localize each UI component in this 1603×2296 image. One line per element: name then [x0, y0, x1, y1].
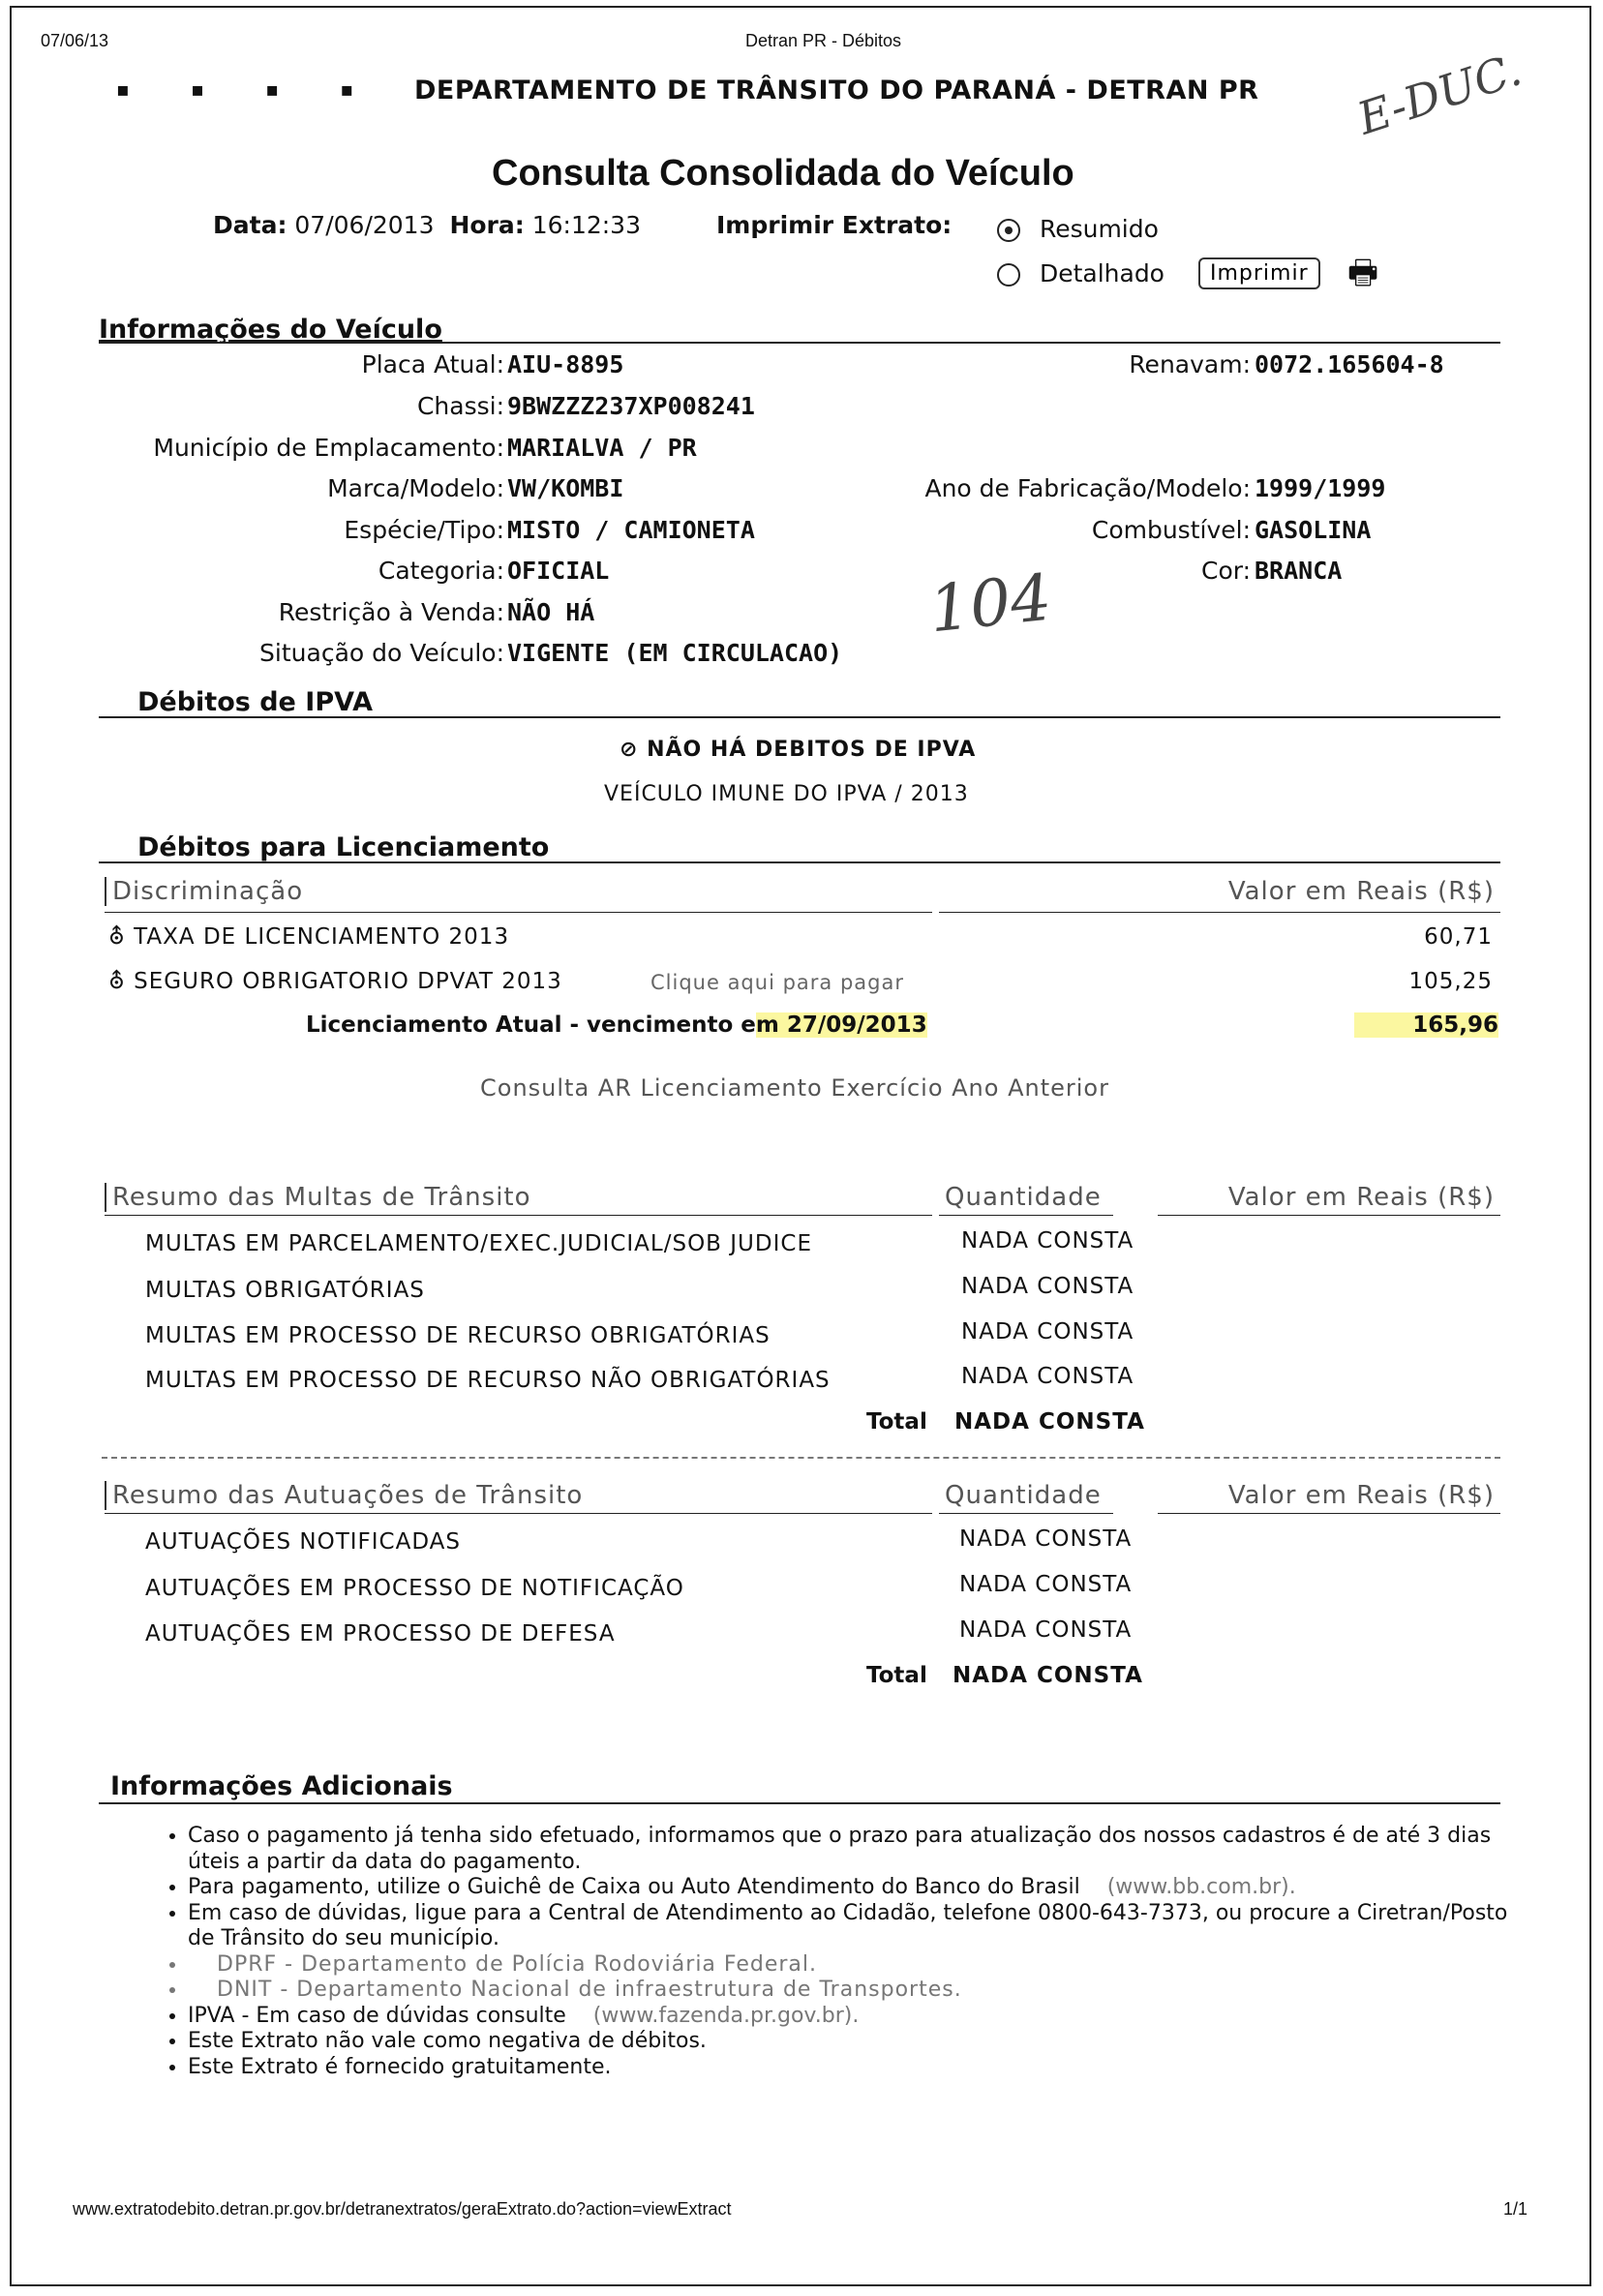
imprimir-extrato-label: Imprimir Extrato: — [716, 211, 953, 239]
divider — [99, 861, 1500, 863]
total-label-a: Licenciamento Atual - vencimento e — [306, 1012, 756, 1038]
especie-label: Espécie/Tipo: — [344, 516, 504, 544]
page-title: Consulta Consolidada do Veículo — [492, 153, 1074, 194]
situacao-value: VIGENTE (EM CIRCULACAO) — [507, 639, 843, 667]
list-item: • Em caso de dúvidas, ligue para a Central de Atendimento ao Cidadão, telefone 0800-643-7373, ou procure a Ciretran/Posto de Trânsito do seu município. — [188, 1901, 1514, 1952]
divider — [105, 1513, 932, 1514]
situacao-label: Situação do Veículo: — [259, 639, 504, 667]
divider — [105, 912, 932, 913]
marca-value: VW/KOMBI — [507, 474, 624, 502]
restricao-label: Restrição à Venda: — [278, 598, 504, 626]
placa-label: Placa Atual: — [361, 350, 504, 378]
row-qtd: NADA CONSTA — [959, 1617, 1133, 1643]
radio-resumido-circle[interactable] — [997, 219, 1020, 242]
printer-icon[interactable]: 🖶 — [1347, 254, 1379, 292]
licenciamento-total-label — [306, 1012, 927, 1038]
section-title-adicionais: Informações Adicionais — [110, 1771, 453, 1801]
imprimir-button[interactable]: Imprimir — [1198, 257, 1320, 289]
table-row — [108, 924, 509, 950]
row-label: SEGURO OBRIGATORIO DPVAT 2013 — [134, 969, 562, 994]
print-page-title: Detran PR - Débitos — [745, 31, 902, 50]
autuacoes-col-qtd: Quantidade — [945, 1481, 1102, 1510]
combustivel-value: GASOLINA — [1255, 516, 1372, 544]
col-valor: Valor em Reais (R$) — [1227, 877, 1495, 906]
expand-icon[interactable]: ⛢ — [108, 924, 126, 950]
divider — [99, 342, 1500, 344]
municipio-label: Município de Emplacamento: — [153, 434, 504, 462]
bb-link[interactable]: (www.bb.com.br). — [1106, 1875, 1296, 1899]
table-row: MULTAS EM PROCESSO DE RECURSO NÃO OBRIGATÓRIAS — [145, 1368, 831, 1393]
ipva-status — [620, 738, 976, 762]
radio-resumido[interactable] — [997, 215, 1159, 243]
row-value: 60,71 — [1424, 924, 1493, 950]
row-qtd: NADA CONSTA — [961, 1319, 1134, 1344]
table-row: MULTAS EM PARCELAMENTO/EXEC.JUDICIAL/SOB JUDICE — [145, 1231, 812, 1256]
footer-url: www.extratodebito.detran.pr.gov.br/detranextratos/geraExtrato.do?action=viewExtract — [73, 2199, 732, 2219]
renavam-label: Renavam: — [1129, 350, 1251, 378]
multas-col-qtd: Quantidade — [945, 1183, 1102, 1212]
ipva-status-text: NÃO HÁ DEBITOS DE IPVA — [647, 738, 977, 762]
check-icon: ⊘ — [620, 738, 639, 762]
list-item-link[interactable]: • DPRF - Departamento de Polícia Rodoviária Federal. — [188, 1952, 1514, 1979]
row-qtd: NADA CONSTA — [961, 1228, 1134, 1254]
licenciamento-total-value: 165,96 — [1354, 1012, 1498, 1038]
ipva-note: VEÍCULO IMUNE DO IPVA / 2013 — [604, 782, 969, 806]
divider — [939, 1513, 1113, 1514]
print-date: 07/06/13 — [41, 31, 109, 50]
row-label: TAXA DE LICENCIAMENTO 2013 — [134, 924, 510, 950]
list-item — [188, 1875, 1514, 1901]
hora-value: 16:12:33 — [531, 211, 641, 239]
ano-value: 1999/1999 — [1255, 474, 1386, 502]
placa-value: AIU-8895 — [507, 350, 624, 378]
date-time-row — [213, 211, 641, 239]
table-row: AUTUAÇÕES EM PROCESSO DE NOTIFICAÇÃO — [145, 1576, 684, 1601]
list-item-text: Para pagamento, utilize o Guichê de Caixa ou Auto Atendimento do Banco do Brasil — [188, 1875, 1080, 1899]
categoria-label: Categoria: — [378, 557, 504, 585]
cor-value: BRANCA — [1255, 557, 1343, 585]
pay-link[interactable]: Clique aqui para pagar — [650, 971, 904, 994]
marca-label: Marca/Modelo: — [327, 474, 504, 502]
restricao-value: NÃO HÁ — [507, 598, 595, 626]
autuacoes-total-label: Total — [866, 1663, 927, 1688]
list-item-link[interactable]: • DNIT - Departamento Nacional de infraestrutura de Transportes. — [188, 1978, 1514, 2004]
radio-detalhado-label: Detalhado — [1039, 259, 1164, 287]
list-item — [188, 2004, 1514, 2030]
row-value: 105,25 — [1408, 969, 1493, 994]
list-item: • Este Extrato não vale como negativa de débitos. — [188, 2029, 1514, 2055]
list-item-text: IPVA - Em caso de dúvidas consulte — [188, 2003, 566, 2028]
info-list — [166, 1824, 1514, 2080]
dashed-divider — [102, 1457, 1500, 1459]
expand-icon[interactable]: ⛢ — [108, 969, 126, 994]
divider — [1158, 1513, 1500, 1514]
renavam-value: 0072.165604-8 — [1255, 350, 1444, 378]
municipio-value: MARIALVA / PR — [507, 434, 697, 462]
divider — [99, 1802, 1500, 1804]
footer-page-number: 1/1 — [1502, 2199, 1527, 2219]
multas-title: Resumo das Multas de Trânsito — [105, 1183, 531, 1212]
row-qtd: NADA CONSTA — [961, 1364, 1134, 1389]
row-qtd: NADA CONSTA — [961, 1274, 1134, 1299]
radio-resumido-label: Resumido — [1039, 215, 1159, 243]
consulta-ar-link[interactable]: Consulta AR Licenciamento Exercício Ano Anterior — [480, 1074, 1109, 1102]
table-row: AUTUAÇÕES NOTIFICADAS — [145, 1529, 461, 1555]
categoria-value: OFICIAL — [507, 557, 610, 585]
ano-label: Ano de Fabricação/Modelo: — [924, 474, 1251, 502]
multas-col-valor: Valor em Reais (R$) — [1227, 1183, 1495, 1212]
handwritten-note-middle: 104 — [925, 559, 1055, 648]
table-row — [108, 969, 562, 994]
autuacoes-title: Resumo das Autuações de Trânsito — [105, 1481, 583, 1510]
table-row: MULTAS EM PROCESSO DE RECURSO OBRIGATÓRIAS — [145, 1323, 771, 1348]
table-row: AUTUAÇÕES EM PROCESSO DE DEFESA — [145, 1621, 616, 1646]
section-title-licenciamento: Débitos para Licenciamento — [137, 832, 550, 862]
hora-label: Hora: — [449, 211, 525, 239]
department-title: DEPARTAMENTO DE TRÂNSITO DO PARANÁ - DETRAN PR — [414, 76, 1259, 106]
data-label: Data: — [213, 211, 287, 239]
list-item: • Este Extrato é fornecido gratuitamente. — [188, 2055, 1514, 2081]
section-title-veiculo: Informações do Veículo — [99, 315, 442, 345]
divider — [939, 912, 1500, 913]
chassi-value: 9BWZZZ237XP008241 — [507, 392, 755, 420]
multas-total-value: NADA CONSTA — [954, 1409, 1145, 1435]
autuacoes-col-valor: Valor em Reais (R$) — [1227, 1481, 1495, 1510]
table-row: MULTAS OBRIGATÓRIAS — [145, 1278, 425, 1303]
list-item: • Caso o pagamento já tenha sido efetuado, informamos que o prazo para atualização dos nossos cadastros é de até 3 dias úteis a partir da data do pagamento. — [188, 1824, 1514, 1875]
cor-label: Cor: — [1200, 557, 1251, 585]
especie-value: MISTO / CAMIONETA — [507, 516, 755, 544]
data-value: 07/06/2013 — [294, 211, 435, 239]
divider — [1158, 1215, 1500, 1216]
col-discriminacao: Discriminação — [105, 877, 303, 906]
radio-detalhado[interactable] — [997, 259, 1164, 287]
divider — [939, 1215, 1113, 1216]
fazenda-link[interactable]: (www.fazenda.pr.gov.br). — [592, 2003, 860, 2028]
chassi-label: Chassi: — [416, 392, 504, 420]
row-qtd: NADA CONSTA — [959, 1572, 1133, 1597]
divider — [99, 716, 1500, 718]
autuacoes-total-value: NADA CONSTA — [953, 1663, 1143, 1688]
radio-detalhado-circle[interactable] — [997, 263, 1020, 287]
decorative-marks: ▪ ▪ ▪ ▪ — [116, 77, 353, 101]
section-title-ipva: Débitos de IPVA — [137, 687, 374, 717]
multas-total-label: Total — [866, 1409, 927, 1435]
row-qtd: NADA CONSTA — [959, 1526, 1133, 1552]
divider — [105, 1215, 932, 1216]
total-label-b: m 27/09/2013 — [755, 1012, 927, 1038]
combustivel-label: Combustível: — [1091, 516, 1251, 544]
handwritten-note-top: E-DUC. — [1350, 43, 1527, 145]
